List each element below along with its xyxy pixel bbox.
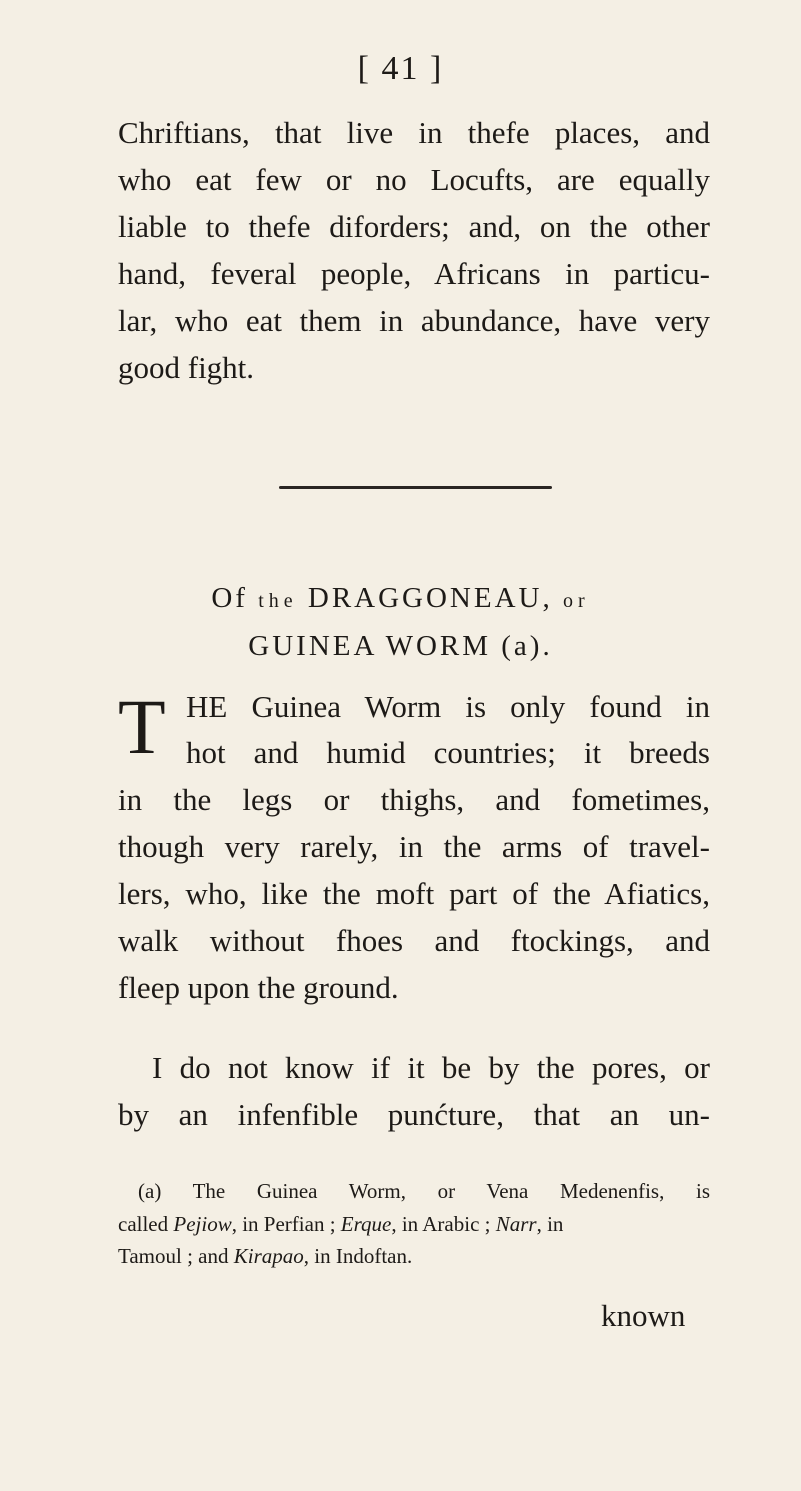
- text-line: who eat few or no Locufts, are equally: [118, 162, 710, 197]
- text-line: hand, feveral people, Africans in particu-: [118, 256, 710, 291]
- heading-or: or: [562, 590, 590, 612]
- footnote-term: Kirapao: [233, 1244, 304, 1268]
- footnote-text: , in Indoftan.: [303, 1244, 413, 1268]
- heading-the: the: [258, 590, 298, 612]
- catchword: known: [601, 1298, 686, 1333]
- text-line: by an infenfible punćture, that an un-: [118, 1097, 710, 1132]
- text-line: in the legs or thighs, and fometimes,: [118, 782, 710, 817]
- footnote-term: Erque: [340, 1212, 392, 1236]
- page-number: [ 41 ]: [357, 50, 444, 87]
- text-line: fleep upon the ground.: [118, 970, 399, 1005]
- section-heading-line2: GUINEA WORM (a).: [248, 630, 553, 662]
- text-line: hot and humid countries; it breeds: [186, 735, 710, 770]
- footnote-text: , in Perfian ;: [231, 1212, 336, 1236]
- text-line: HE Guinea Worm is only found in: [186, 689, 710, 724]
- heading-of: Of: [211, 582, 248, 614]
- section-divider-rule: [279, 486, 552, 489]
- text-line: though very rarely, in the arms of travel-: [118, 829, 710, 864]
- footnote-text: , in Arabic ;: [391, 1212, 491, 1236]
- text-line: lar, who eat them in abundance, have very: [118, 303, 710, 338]
- drop-cap: T: [118, 683, 166, 770]
- footnote-term: Pejiow: [173, 1212, 232, 1236]
- footnote-text: Tamoul ; and: [118, 1244, 229, 1268]
- section-heading: [0, 582, 801, 615]
- heading-name: DRAGGONEAU,: [307, 582, 553, 614]
- footnote-line: [118, 1178, 710, 1204]
- text-line: lers, who, like the moft part of the Afiatics,: [118, 876, 710, 911]
- text-line: I do not know if it be by the pores, or: [152, 1050, 710, 1085]
- footnote-term: Narr: [495, 1212, 537, 1236]
- footnote-line: [118, 1211, 563, 1237]
- text-line: good fight.: [118, 350, 255, 385]
- footnote-text: The Guinea Worm, or Vena Medenenfis, is: [192, 1179, 710, 1203]
- text-line: Chriftians, that live in thefe places, and: [118, 115, 710, 150]
- footnote-text: called: [118, 1212, 169, 1236]
- footnote-mark: (a): [138, 1179, 162, 1203]
- text-line: walk without fhoes and ftockings, and: [118, 923, 710, 958]
- text-line: liable to thefe diforders; and, on the other: [118, 209, 710, 244]
- footnote-text: , in: [536, 1212, 564, 1236]
- footnote-line: [118, 1243, 412, 1269]
